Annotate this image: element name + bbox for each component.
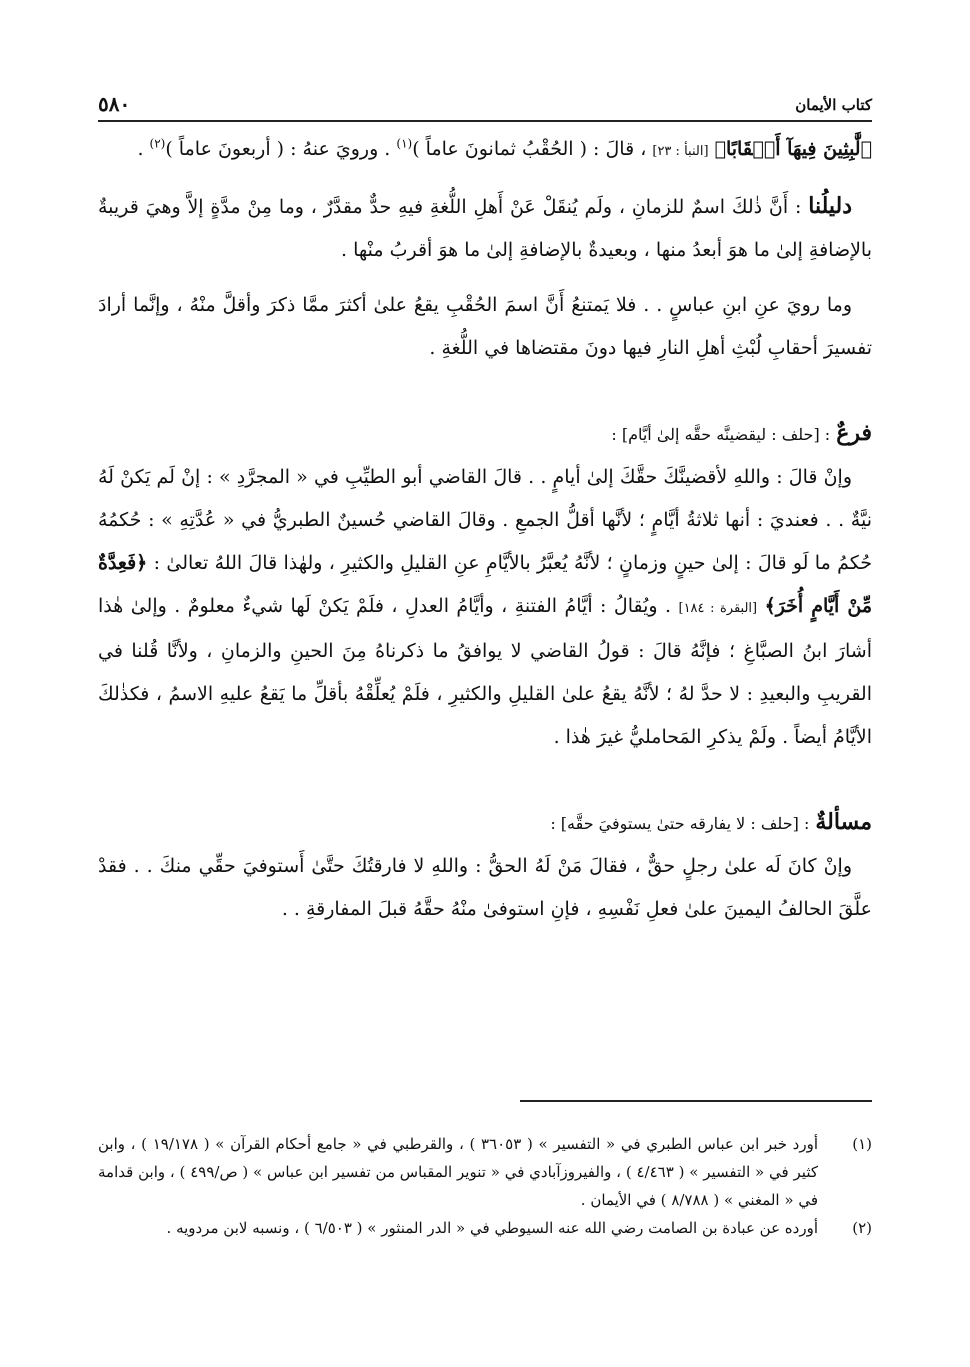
- footnote-marker-1: (١): [396, 136, 413, 151]
- heading-text: : [حلف : لا يفارقه حتىٰ يستوفيَ حقَّه] :: [550, 814, 810, 833]
- paragraph-text: ، قالَ : ( الحُقْبُ ثمانونَ عاماً ): [412, 138, 647, 160]
- quran-verse: ﴿لَّٰبِثِينَ فِيهَآ أَحۡقَابًا﴾: [714, 138, 872, 160]
- paragraph-text: .: [137, 138, 144, 160]
- section-heading-far: [98, 412, 872, 456]
- footnote-text: أورد خبر ابن عباس الطبري في « التفسير » ( ٣٦٠٥٣ ) ، والقرطبي في « جامع أحكام القرآن » ( ١٩/١٧٨ ) ، وابن كثير في « التفسير » ( ٤/٤٦٣ ) ، والفيروزآبادي في « تنوير المقباس من تفسير ابن عباس » ( ص/٤٩٩ ) ، وابن قدامة في « المغني » ( ٨/٧٨٨ ) في الأيمان .: [98, 1135, 818, 1209]
- paragraph-text: وما رويَ عنِ ابنِ عباسٍ . . فلا يَمتنعُ أَنَّ اسمَ الحُقْبِ يقعُ علىٰ أكثرَ ممَّا ذكرَ وأقلَّ منْهُ ، وإنَّما أرادَ تفسيرَ أحقابِ لُبْثِ أهلِ النارِ فيها دونَ مقتضاها في اللُّغةِ .: [98, 294, 872, 359]
- heading-label: مسألةٌ: [815, 809, 872, 835]
- lead-word: دليلُنا: [808, 193, 852, 219]
- quran-verse: ﴿فَعِدَّةٌ مِّنْ أَيَّامٍ أُخَرَ﴾: [98, 552, 872, 617]
- paragraph-text: . ورويَ عنهُ : ( أربعونَ عاماً ): [165, 138, 391, 160]
- verse-reference: [البقرة : ١٨٤]: [678, 601, 758, 616]
- main-text: [98, 128, 872, 931]
- footnote-text: أورده عن عبادة بن الصامت رضي الله عنه السيوطي في « الدر المنثور » ( ٦/٥٠٣ ) ، ونسبه لابن مردويه .: [166, 1219, 818, 1237]
- paragraph-text: وإنْ كانَ لَه علىٰ رجلٍ حقٌّ ، فقالَ مَنْ لَهُ الحقُّ : واللهِ لا فارقتُكَ حتَّىٰ أَستوفيَ حقِّي منكَ . . فقدْ علَّقَ الحالفُ اليمينَ علىٰ فعلِ نَفْسِهِ ، فإنِ استوفىٰ منْهُ حقَّهُ قبلَ المفارقةِ . .: [98, 855, 872, 920]
- footnote-marker-2: (٢): [149, 136, 166, 151]
- paragraph-text: وإنْ قالَ : واللهِ لأقضينَّكَ حقَّكَ إلىٰ أيامٍ . . قالَ القاضي أبو الطيِّبِ في « المجرَّدِ » : إنْ لَم يَكنْ لَهُ نيَّةٌ . . فعنديَ : أنها ثلاثةُ أيَّامٍ ؛ لأنَّها أقلُّ الجمعِ . وقالَ القاضي حُسينٌ الطبريُّ في « عُدَّتِهِ » : حُكمُهُ حُكمُ ما لَو قالَ : إلىٰ حينٍ وزمانٍ ؛ لأنَّهُ يُعبَّرُ بالأيَّامِ عنِ القليلِ والكثيرِ ، ولهٰذا قالَ اللهُ تعالىٰ :: [98, 466, 872, 574]
- paragraph-mufaraqa: [98, 845, 872, 931]
- footnotes: [98, 1130, 872, 1242]
- footnote-number: (١): [852, 1135, 872, 1153]
- footnote-number: (٢): [852, 1219, 872, 1237]
- heading-label: فرعٌ: [836, 420, 872, 446]
- paragraph-text: . ويُقالُ : أيَّامُ الفتنةِ ، وأيَّامُ العدلِ ، فلَمْ يَكنْ لَها شيءٌ معلومٌ . وإلىٰ هٰذا أشارَ ابنُ الصبَّاغِ ؛ فإنَّهُ قالَ : قولُ القاضي لا يوافقُ ما ذكرناهُ مِنَ الحينِ والزمانِ ، ولأنَّا قُلنا في القريبِ والبعيدِ : لا حدَّ لهُ ؛ لأنَّهُ يقعُ علىٰ القليلِ والكثيرِ ، فلَمْ يُعلِّقْهُ بأقلِّ ما يَقعُ عليهِ الاسمُ ، فكذٰلكَ الأيَّامُ أيضاً . ولَمْ يذكرِ المَحامليُّ غيرَ هٰذا .: [98, 595, 872, 748]
- section-heading-masala: [98, 801, 872, 845]
- paragraph-ibn-abbas: [98, 284, 872, 370]
- footnote-2: [98, 1214, 872, 1242]
- footnote-separator: [520, 1100, 872, 1102]
- book-title: كتاب الأيمان: [795, 96, 872, 114]
- footnote-1: [98, 1130, 872, 1214]
- running-header: [98, 90, 872, 122]
- paragraph-text: : أَنَّ ذٰلكَ اسمٌ للزمانِ ، ولَم يُنقَلْ عَنْ أَهلِ اللُّغةِ فيهِ حدٌّ مقدَّرٌ ، وما مِنْ مدَّةٍ إلاَّ وهيَ قريبةٌ بالإضافةِ إلىٰ ما هوَ أبعدُ منها ، وبعيدةٌ بالإضافةِ إلىٰ ما هوَ أقربُ منْها .: [98, 196, 872, 261]
- heading-text: : [حلف : ليقضينَّه حقَّه إلىٰ أيَّام] :: [611, 425, 831, 444]
- page-number: ٥٨٠: [98, 92, 131, 116]
- paragraph-ayyam: [98, 456, 872, 759]
- paragraph-hukb-quote: [98, 128, 872, 173]
- paragraph-evidence: [98, 185, 872, 272]
- verse-reference: [النبأ : ٢٣]: [652, 144, 709, 159]
